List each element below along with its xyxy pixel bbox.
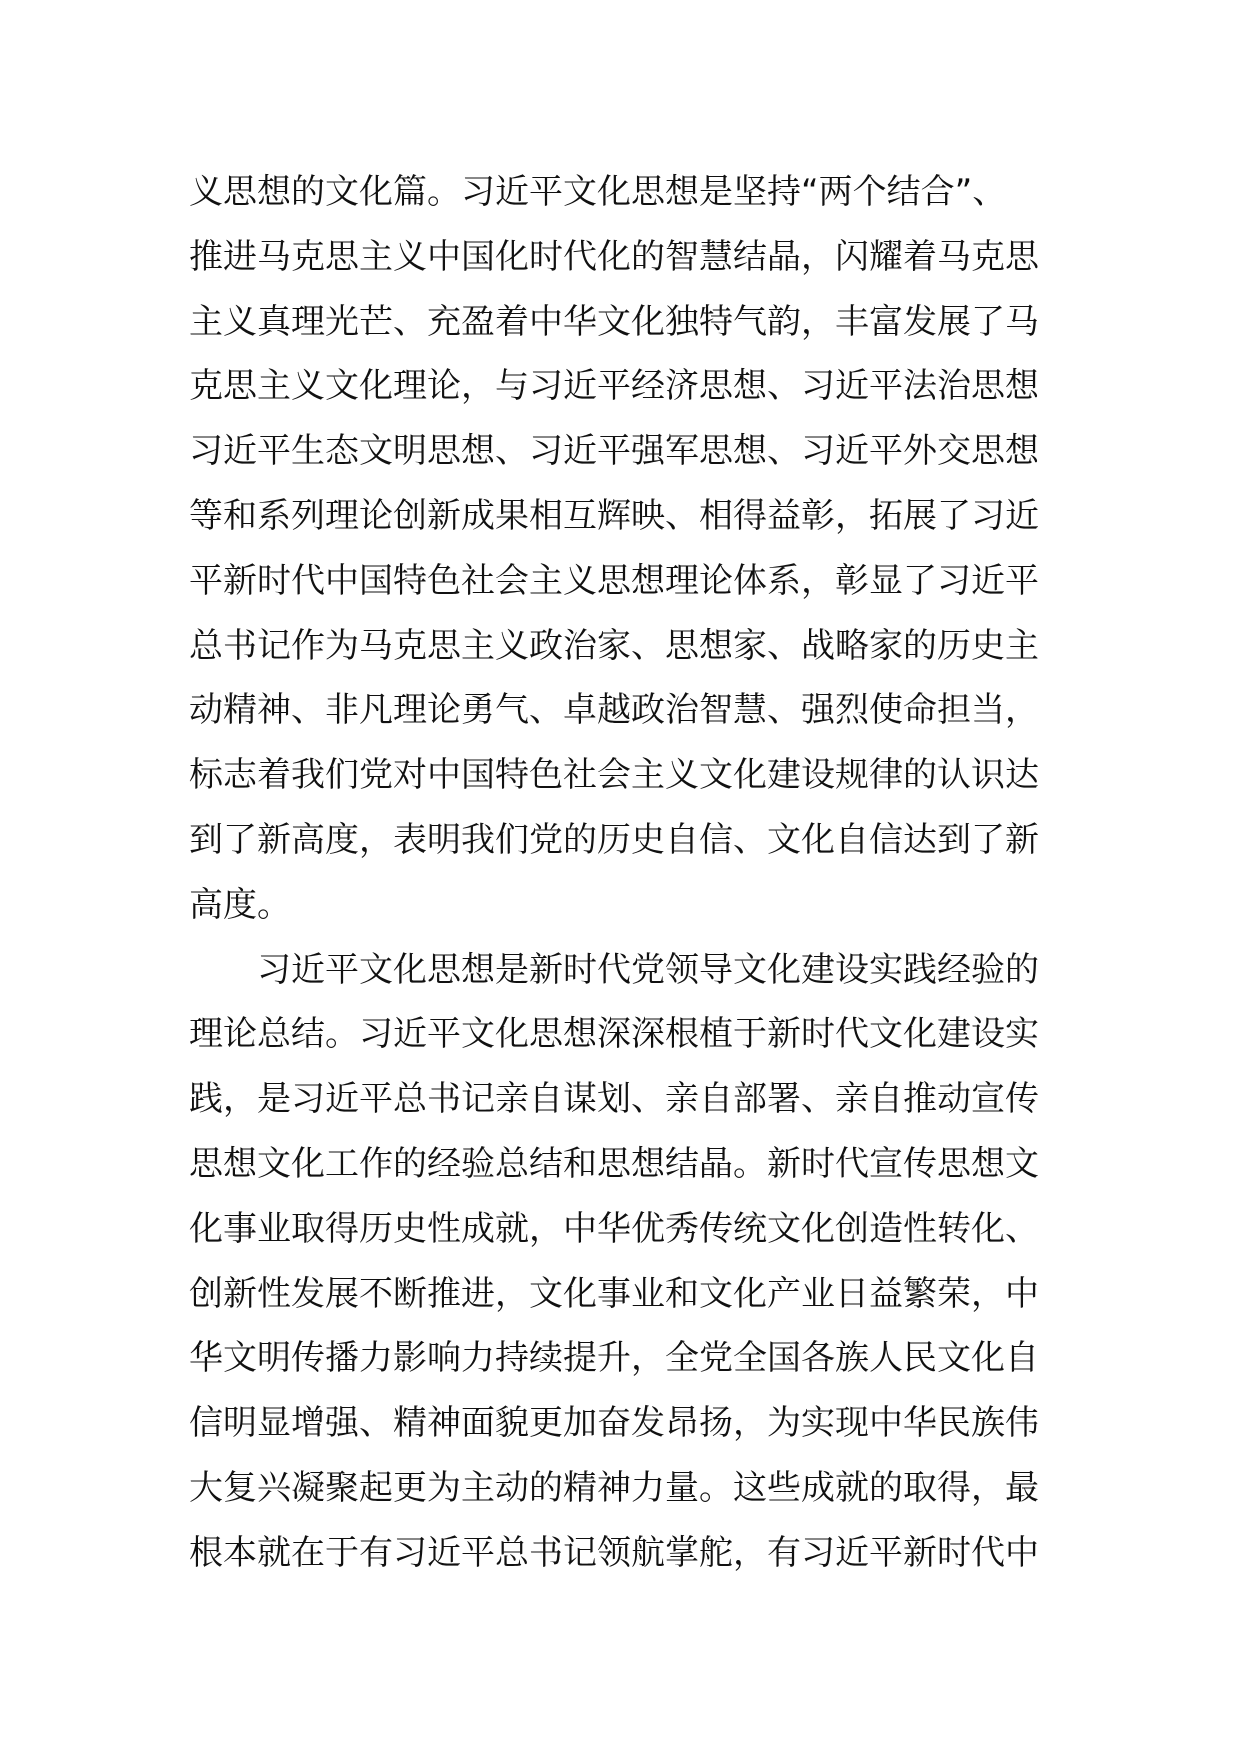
text-line: 义思想的文化篇。习近平文化思想是坚持“两个结合”、	[189, 172, 1007, 212]
text-line: 动精神、非凡理论勇气、卓越政治智慧、强烈使命担当，	[189, 690, 1039, 731]
text-line: 践，是习近平总书记亲自谋划、亲自部署、亲自推动宣传	[189, 1079, 1039, 1120]
text-line: 总书记作为马克思主义政治家、思想家、战略家的历史主	[189, 625, 1039, 666]
text-line: 信明显增强、精神面貌更加奋发昂扬，为实现中华民族伟	[189, 1403, 1039, 1444]
text-line: 平新时代中国特色社会主义思想理论体系，彰显了习近平	[189, 560, 1039, 601]
paragraph-start-line: 习近平文化思想是新时代党领导文化建设实践经验的	[257, 949, 1039, 990]
text-line: 思想文化工作的经验总结和思想结晶。新时代宣传思想文	[189, 1143, 1039, 1184]
text-line: 等和系列理论创新成果相互辉映、相得益彰，拓展了习近	[189, 495, 1039, 536]
text-line: 高度。	[189, 884, 291, 925]
text-line: 克思主义文化理论，与习近平经济思想、习近平法治思想	[189, 366, 1039, 407]
text-line: 根本就在于有习近平总书记领航掌舵，有习近平新时代中	[189, 1532, 1039, 1573]
body-text	[189, 160, 1069, 1586]
text-line: 习近平生态文明思想、习近平强军思想、习近平外交思想	[189, 431, 1039, 472]
text-line: 华文明传播力影响力持续提升，全党全国各族人民文化自	[189, 1338, 1039, 1379]
text-line: 推进马克思主义中国化时代化的智慧结晶，闪耀着马克思	[189, 236, 1039, 277]
text-line: 到了新高度，表明我们党的历史自信、文化自信达到了新	[189, 819, 1039, 860]
text-line: 标志着我们党对中国特色社会主义文化建设规律的认识达	[189, 755, 1039, 796]
text-line: 理论总结。习近平文化思想深深根植于新时代文化建设实	[189, 1014, 1039, 1055]
text-line: 大复兴凝聚起更为主动的精神力量。这些成就的取得，最	[189, 1467, 1039, 1508]
text-line: 创新性发展不断推进，文化事业和文化产业日益繁荣，中	[189, 1273, 1039, 1314]
text-line: 化事业取得历史性成就，中华优秀传统文化创造性转化、	[189, 1208, 1039, 1249]
text-line: 主义真理光芒、充盈着中华文化独特气韵，丰富发展了马	[189, 301, 1039, 342]
